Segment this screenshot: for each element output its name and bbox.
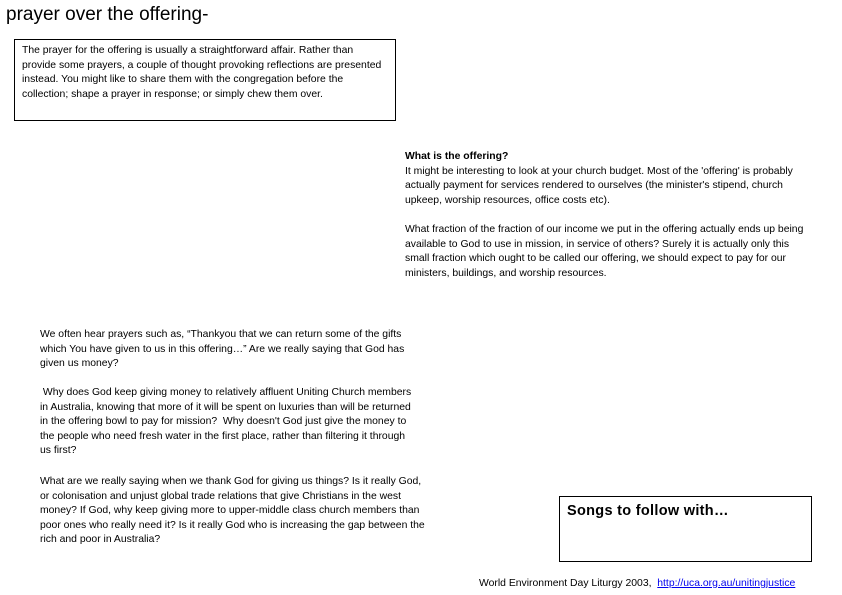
page-title: prayer over the offering- xyxy=(6,4,209,25)
intro-text: The prayer for the offering is usually a straightforward affair. Rather than provide some prayers, a couple of thought provoking reflections are presented instead. You might like to share them with the congregation before the collection; shape a prayer in response; or simply chew them over. xyxy=(22,45,382,100)
offering-paragraph-1: It might be interesting to look at your church budget. Most of the 'offering' is probably actually payment for services rendered to ourselves (the minister's stipend, church upkeep, worship resources, office costs etc). xyxy=(405,165,793,206)
offering-heading: What is the offering? xyxy=(405,151,509,162)
prayers-reflection xyxy=(40,328,418,372)
intro-box xyxy=(14,39,396,121)
offering-section xyxy=(405,150,815,281)
songs-box xyxy=(559,496,812,562)
saying-reflection-text: What are we really saying when we thank God for giving us things? Is it really God, or colonisation and unjust global trade relations that give Christians in the west money? If God, why keep giving more to upper-middle class church members than poor ones who really need it? Is it really God who is increasing the gap between the rich and poor in Australia? xyxy=(40,476,425,546)
affluent-reflection xyxy=(40,386,418,459)
songs-heading: Songs to follow with… xyxy=(567,503,729,519)
footer-credit-text: World Environment Day Liturgy 2003, xyxy=(479,578,658,589)
footer-credit xyxy=(479,577,795,591)
affluent-reflection-text: Why does God keep giving money to relatively affluent Uniting Church members in Australia, knowing that more of it will be spent on luxuries than will be returned in the offering bowl to pay for mission? Why doesn't God just give the money to the people who need fresh water in the first place, rather than filtering it through us first? xyxy=(40,387,415,457)
offering-paragraph-2: What fraction of the fraction of our income we put in the offering actually ends up being available to God to use in mission, in service of others? Surely it is actually only this small fraction which ought to be called our offering, we should expect to pay for our ministers, buildings, and worship resources. xyxy=(405,223,804,279)
prayers-reflection-text: We often hear prayers such as, “Thankyou that we can return some of the gifts which You have given to us in this offering…” Are we really saying that God has given us money? xyxy=(40,329,405,370)
footer-link[interactable]: http://uca.org.au/unitingjustice xyxy=(657,578,796,589)
saying-reflection xyxy=(40,475,425,548)
